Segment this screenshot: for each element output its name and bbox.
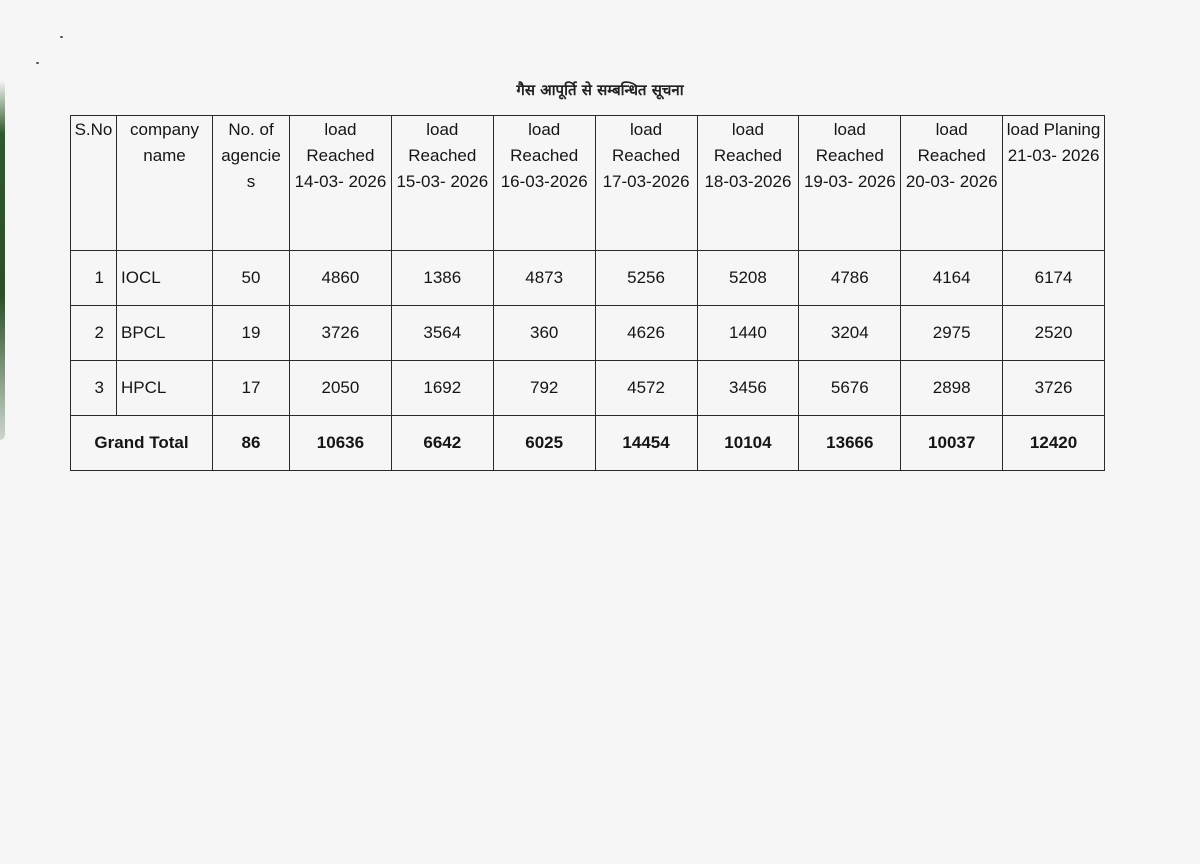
cell-load: 1386 xyxy=(391,251,493,306)
header-load-14-03: load Reached 14-03- 2026 xyxy=(290,116,392,251)
gas-supply-table xyxy=(70,115,1105,471)
cell-company: HPCL xyxy=(117,361,213,416)
header-load-18-03: load Reached 18-03-2026 xyxy=(697,116,799,251)
header-load-20-03: load Reached 20-03- 2026 xyxy=(901,116,1003,251)
cell-load: 4860 xyxy=(290,251,392,306)
header-no-of-agencies: No. of agencie s xyxy=(213,116,290,251)
header-load-16-03: load Reached 16-03-2026 xyxy=(493,116,595,251)
cell-load: 5208 xyxy=(697,251,799,306)
header-sno: S.No xyxy=(71,116,117,251)
header-load-planing-21-03: load Planing 21-03- 2026 xyxy=(1003,116,1105,251)
cell-sno: 3 xyxy=(71,361,117,416)
header-load-19-03: load Reached 19-03- 2026 xyxy=(799,116,901,251)
cell-load: 3204 xyxy=(799,306,901,361)
cell-agencies: 17 xyxy=(213,361,290,416)
cell-company: BPCL xyxy=(117,306,213,361)
cell-load: 5256 xyxy=(595,251,697,306)
total-agencies: 86 xyxy=(213,416,290,471)
table-row-hpcl xyxy=(71,361,1105,416)
grand-total-row xyxy=(71,416,1105,471)
cell-load-planing: 6174 xyxy=(1003,251,1105,306)
header-row xyxy=(71,116,1105,251)
cell-load: 1440 xyxy=(697,306,799,361)
cell-load-planing: 2520 xyxy=(1003,306,1105,361)
cell-load: 3564 xyxy=(391,306,493,361)
cell-load: 360 xyxy=(493,306,595,361)
total-load: 10104 xyxy=(697,416,799,471)
cell-load: 4873 xyxy=(493,251,595,306)
cell-load: 1692 xyxy=(391,361,493,416)
cell-load: 3726 xyxy=(290,306,392,361)
cell-sno: 1 xyxy=(71,251,117,306)
cell-load: 4164 xyxy=(901,251,1003,306)
grand-total-label: Grand Total xyxy=(71,416,213,471)
cell-sno: 2 xyxy=(71,306,117,361)
cell-load: 2898 xyxy=(901,361,1003,416)
table-row-bpcl xyxy=(71,306,1105,361)
cell-load-planing: 3726 xyxy=(1003,361,1105,416)
header-load-17-03: load Reached 17-03-2026 xyxy=(595,116,697,251)
scan-speck xyxy=(60,36,63,38)
total-load: 13666 xyxy=(799,416,901,471)
header-company-name: company name xyxy=(117,116,213,251)
total-load: 10037 xyxy=(901,416,1003,471)
cell-load: 4786 xyxy=(799,251,901,306)
cell-load: 2050 xyxy=(290,361,392,416)
header-load-15-03: load Reached 15-03- 2026 xyxy=(391,116,493,251)
cell-load: 4626 xyxy=(595,306,697,361)
document-title: गैस आपूर्ति से सम्बन्धित सूचना xyxy=(516,81,684,99)
cell-load: 2975 xyxy=(901,306,1003,361)
cell-load: 5676 xyxy=(799,361,901,416)
cell-agencies: 19 xyxy=(213,306,290,361)
total-load: 14454 xyxy=(595,416,697,471)
total-load: 6642 xyxy=(391,416,493,471)
total-load: 10636 xyxy=(290,416,392,471)
table-row-iocl xyxy=(71,251,1105,306)
cell-company: IOCL xyxy=(117,251,213,306)
total-load: 6025 xyxy=(493,416,595,471)
scan-speck xyxy=(36,62,39,64)
cell-load: 792 xyxy=(493,361,595,416)
cell-agencies: 50 xyxy=(213,251,290,306)
page-edge-shadow xyxy=(0,80,5,440)
cell-load: 3456 xyxy=(697,361,799,416)
total-load-planing: 12420 xyxy=(1003,416,1105,471)
cell-load: 4572 xyxy=(595,361,697,416)
